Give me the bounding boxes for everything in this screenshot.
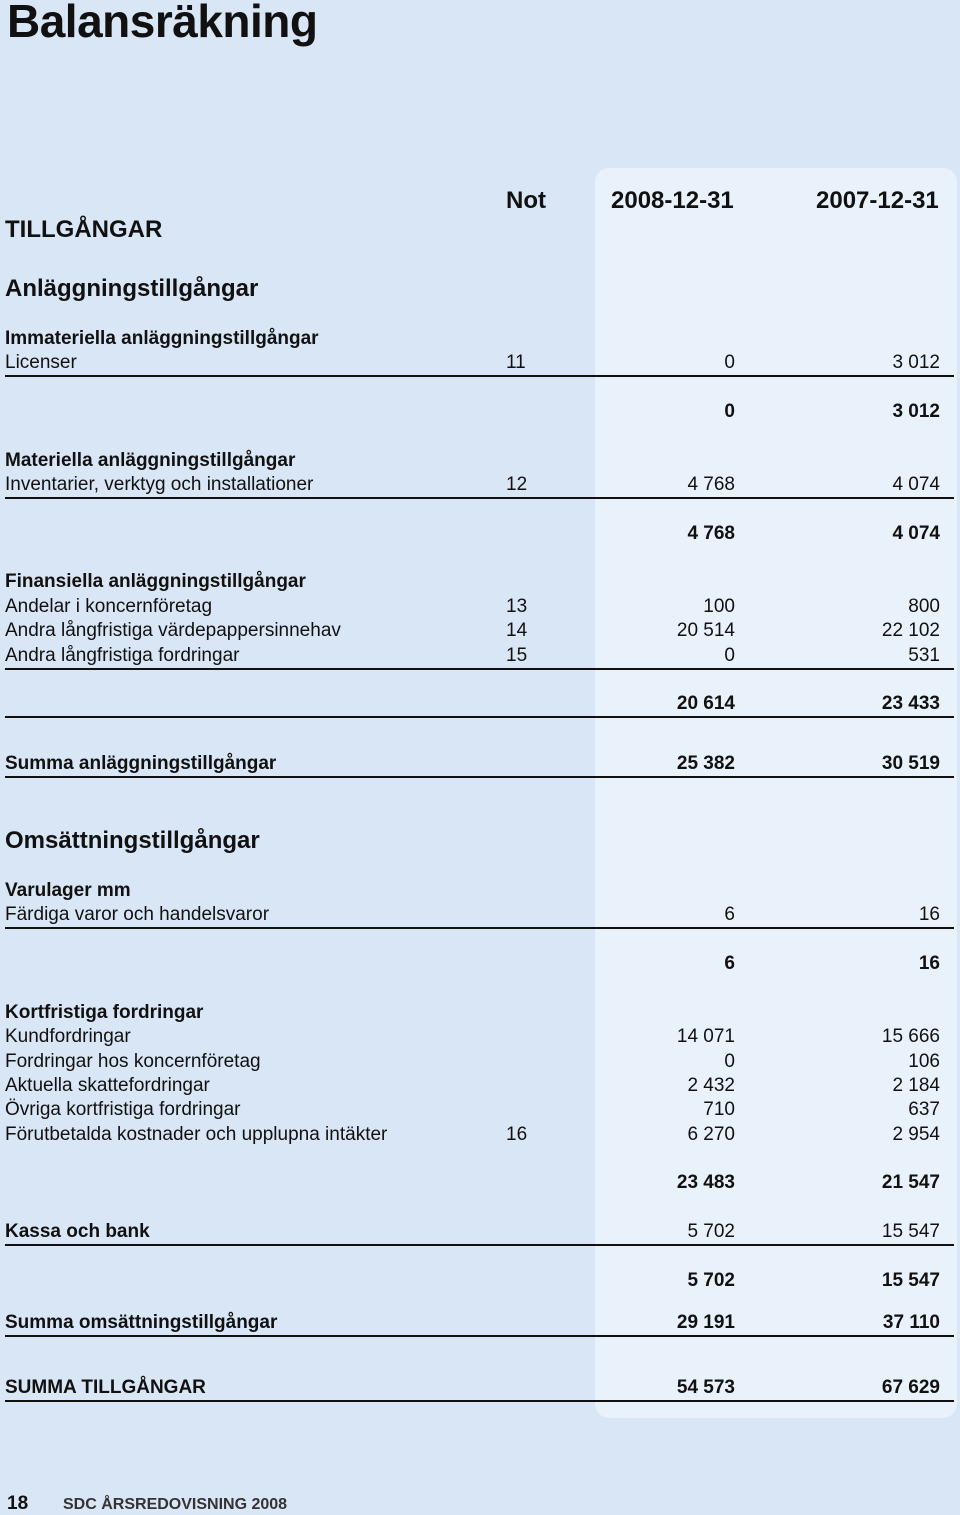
value-2007: 4 074: [892, 523, 940, 544]
note-ref: 15: [506, 645, 528, 666]
document-title: SDC ÅRSREDOVISNING 2008: [63, 1496, 288, 1513]
value-2007: 4 074: [892, 474, 940, 495]
table-row-licenser: [5, 350, 954, 377]
table-row-ovriga-fordringar: [5, 1097, 954, 1122]
value-2008: 0: [724, 1051, 735, 1072]
value-2008: 5 702: [687, 1221, 735, 1242]
row-label: Andra långfristiga fordringar: [5, 645, 240, 666]
subtotal-row-kassa: [5, 1268, 954, 1293]
note-ref: 14: [506, 620, 528, 641]
value-2008: 2 432: [687, 1075, 735, 1096]
table-row-forutbetalda: [5, 1122, 954, 1147]
value-2007: 3 012: [892, 352, 940, 373]
value-2008: 14 071: [676, 1026, 735, 1047]
value-2008: 4 768: [687, 474, 735, 495]
value-2007: 2 954: [892, 1124, 940, 1145]
col-2007-header: 2007-12-31: [816, 187, 939, 214]
subtotal-row-varulager: [5, 951, 954, 976]
row-label: Aktuella skattefordringar: [5, 1075, 210, 1096]
group-heading-varulager: [5, 878, 954, 903]
row-label: Andra långfristiga värdepappersinnehav: [5, 620, 341, 641]
row-label: Immateriella anläggningstillgångar: [5, 328, 319, 349]
table-row-kundfordringar: [5, 1024, 954, 1049]
row-label: SUMMA TILLGÅNGAR: [5, 1377, 206, 1398]
row-label: Kundfordringar: [5, 1026, 131, 1047]
page-number: 18: [7, 1493, 29, 1514]
row-label: Summa anläggningstillgångar: [5, 753, 277, 774]
note-ref: 11: [506, 352, 526, 373]
value-2007: 67 629: [881, 1377, 940, 1398]
value-2008: 6 270: [687, 1124, 735, 1145]
value-2007: 15 547: [881, 1221, 940, 1242]
table-row-vardepapper: [5, 618, 954, 643]
subtotal-row-immateriella: [5, 399, 954, 424]
row-label: Inventarier, verktyg och installationer: [5, 474, 314, 495]
grand-total-row: [5, 1375, 954, 1402]
row-label: Varulager mm: [5, 880, 131, 901]
value-2007: 637: [908, 1099, 940, 1120]
value-2008: 29 191: [676, 1312, 735, 1333]
row-label: Finansiella anläggningstillgångar: [5, 571, 306, 592]
group-heading-immateriella: [5, 326, 954, 351]
value-2008: 100: [703, 596, 735, 617]
table-row-skattefordringar: [5, 1073, 954, 1098]
subtotal-row-materiella: [5, 521, 954, 546]
value-2008: 20 614: [676, 693, 735, 714]
value-2007: 22 102: [881, 620, 940, 641]
row-label: Andelar i koncernföretag: [5, 596, 213, 617]
value-2008: 20 514: [676, 620, 735, 641]
group-heading-finansiella: [5, 569, 954, 594]
row-label: Summa omsättningstillgångar: [5, 1312, 278, 1333]
value-2007: 106: [908, 1051, 940, 1072]
page-footer: [7, 1493, 288, 1515]
row-label: Materiella anläggningstillgångar: [5, 450, 296, 471]
value-2008: 25 382: [676, 753, 735, 774]
value-2008: 5 702: [687, 1270, 735, 1291]
value-2008: 0: [724, 401, 735, 422]
table-row-fardiga-varor: [5, 902, 954, 929]
subtotal-row-finansiella: [5, 691, 954, 718]
value-2007: 21 547: [881, 1172, 940, 1193]
value-2007: 800: [908, 596, 940, 617]
group-heading-materiella: [5, 448, 954, 473]
value-2007: 3 012: [892, 401, 940, 422]
value-2008: 0: [724, 352, 735, 373]
row-label: Kassa och bank: [5, 1221, 150, 1242]
value-2007: 2 184: [892, 1075, 940, 1096]
note-ref: 12: [506, 474, 528, 495]
note-ref: 13: [506, 596, 528, 617]
row-label: Färdiga varor och handelsvaror: [5, 904, 270, 925]
section-anlaggningstillgangar: Anläggningstillgångar: [5, 275, 259, 302]
table-row-kassa-bank: [5, 1219, 954, 1246]
value-2008: 6: [724, 904, 735, 925]
total-row-omsattningstillgangar: [5, 1310, 954, 1337]
value-2007: 15 666: [881, 1026, 940, 1047]
value-2008: 54 573: [676, 1377, 735, 1398]
table-row-koncernfordringar: [5, 1049, 954, 1074]
page-title: Balansräkning: [7, 0, 318, 47]
value-2007: 37 110: [882, 1312, 940, 1333]
value-2008: 6: [724, 953, 735, 974]
value-2008: 710: [703, 1099, 735, 1120]
col-2008-header: 2008-12-31: [611, 187, 734, 214]
value-2008: 4 768: [687, 523, 735, 544]
value-2007: 16: [918, 904, 940, 925]
subtotal-row-kortfristiga: [5, 1170, 954, 1195]
group-heading-kortfristiga: [5, 1000, 954, 1025]
value-2008: 23 483: [676, 1172, 735, 1193]
value-2007: 15 547: [881, 1270, 940, 1291]
row-label: Övriga kortfristiga fordringar: [5, 1099, 241, 1120]
table-row-fordringar-lf: [5, 643, 954, 670]
row-label: Kortfristiga fordringar: [5, 1002, 204, 1023]
table-row-inventarier: [5, 472, 954, 499]
row-label: Fordringar hos koncernföretag: [5, 1051, 261, 1072]
note-ref: 16: [506, 1124, 528, 1145]
row-label: Licenser: [5, 352, 77, 373]
value-2007: 16: [918, 953, 940, 974]
value-2007: 23 433: [881, 693, 940, 714]
value-2007: 30 519: [881, 753, 940, 774]
row-label: Förutbetalda kostnader och upplupna intäkter: [5, 1124, 388, 1145]
total-row-anlaggningstillgangar: [5, 751, 954, 778]
value-2007: 531: [908, 645, 940, 666]
assets-heading: TILLGÅNGAR: [5, 216, 163, 243]
value-2008: 0: [724, 645, 735, 666]
section-omsattningstillgangar: Omsättningstillgångar: [5, 827, 260, 854]
not-column-header: Not: [506, 187, 546, 214]
table-row-andelar: [5, 594, 954, 619]
